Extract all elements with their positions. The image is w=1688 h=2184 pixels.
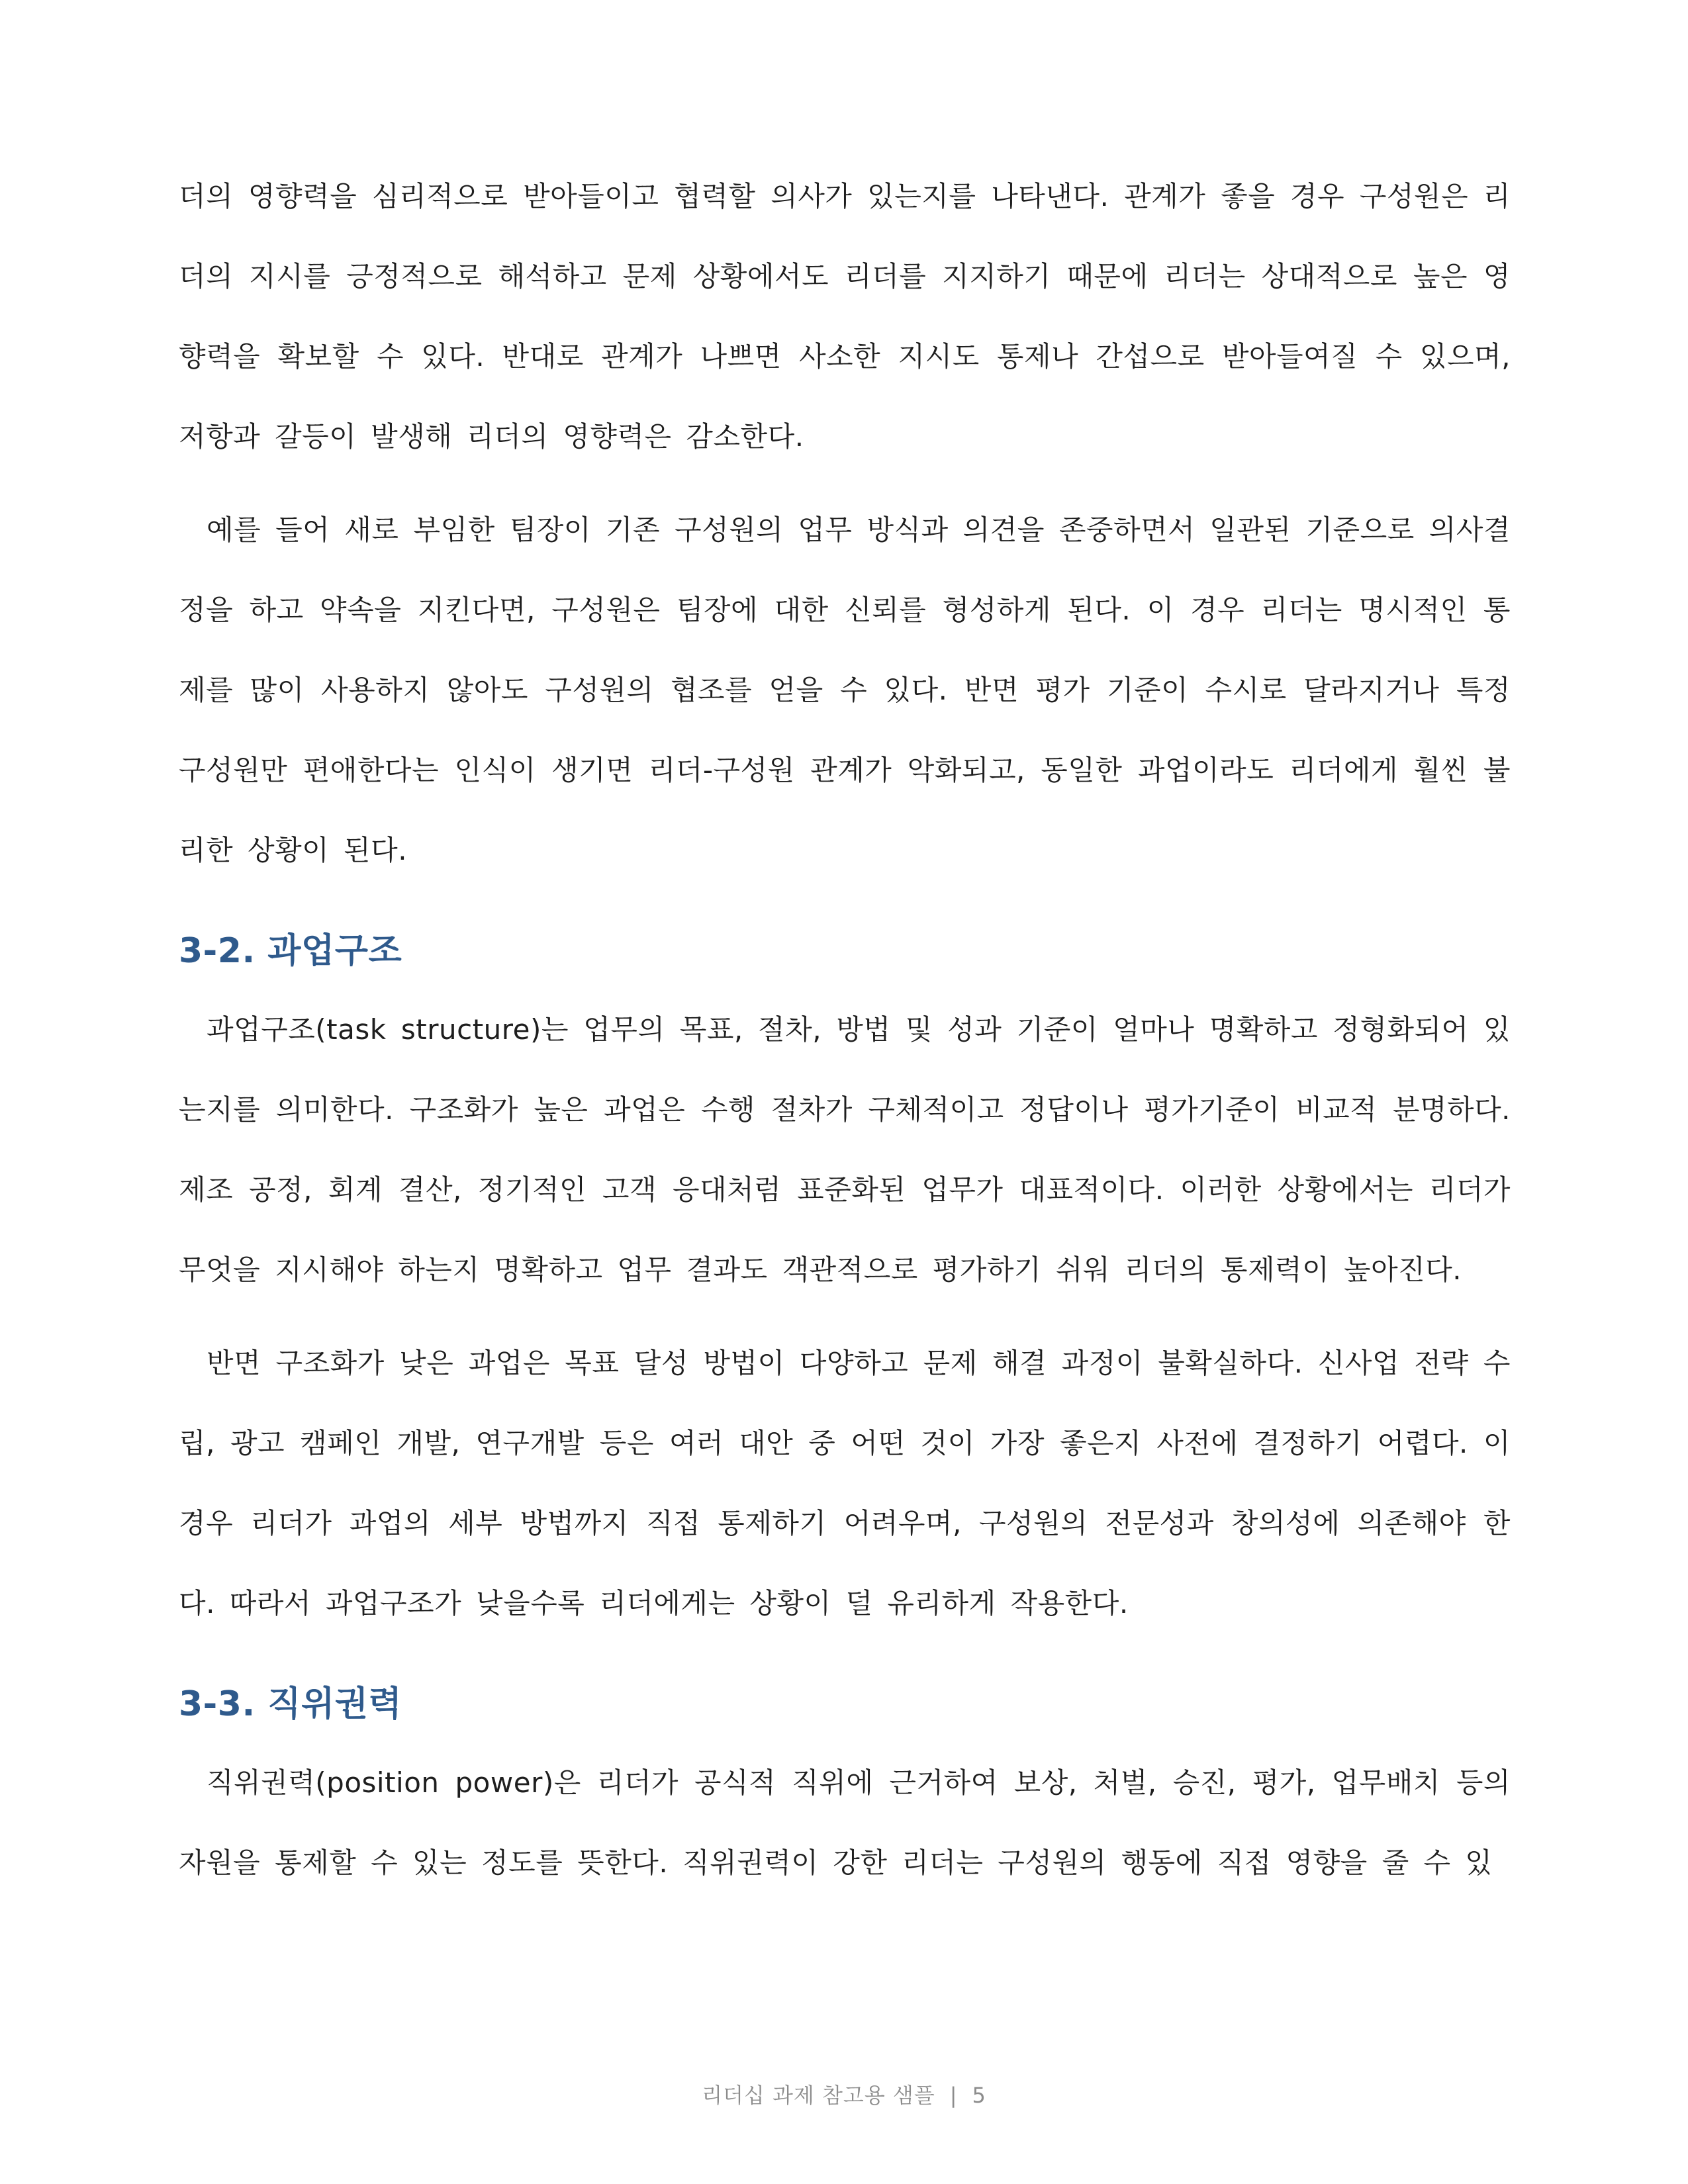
- footer-title: 리더십 과제 참고용 샘플: [702, 2083, 935, 2108]
- body-paragraph: 예를 들어 새로 부임한 팀장이 기존 구성원의 업무 방식과 의견을 존중하면서 일관된 기준으로 의사결정을 하고 약속을 지킨다면, 구성원은 팀장에 대한 신뢰를 형성하게 된다. 이 경우 리더는 명시적인 통제를 많이 사용하지 않아도 구성원의 협조를 얻을 수 있다. 반면 평가 기준이 수시로 달라지거나 특정 구성원만 편애한다는 인식이 생기면 리더-구성원 관계가 악화되고, 동일한 과업이라도 리더에게 훨씬 불리한 상황이 된다.: [179, 514, 1511, 866]
- section-heading-task-structure: 3-2. 과업구조: [179, 931, 402, 971]
- body-paragraph: 과업구조(task structure)는 업무의 목표, 절차, 방법 및 성과 기준이 얼마나 명확하고 정형화되어 있는지를 의미한다. 구조화가 높은 과업은 수행 절차가 구체적이고 정답이나 평가기준이 비교적 분명하다. 제조 공정, 회계 결산, 정기적인 고객 응대처럼 표준화된 업무가 대표적이다. 이러한 상황에서는 리더가 무엇을 지시해야 하는지 명확하고 업무 결과도 객관적으로 평가하기 쉬워 리더의 통제력이 높아진다.: [179, 1013, 1511, 1286]
- page-footer: [0, 2079, 1688, 2111]
- body-paragraph: 반면 구조화가 낮은 과업은 목표 달성 방법이 다양하고 문제 해결 과정이 불확실하다. 신사업 전략 수립, 광고 캠페인 개발, 연구개발 등은 여러 대안 중 어떤 것이 가장 좋은지 사전에 결정하기 어렵다. 이 경우 리더가 과업의 세부 방법까지 직접 통제하기 어려우며, 구성원의 전문성과 창의성에 의존해야 한다. 따라서 과업구조가 낮을수록 리더에게는 상황이 덜 유리하게 작용한다.: [179, 1347, 1511, 1619]
- footer-separator: |: [949, 2083, 958, 2108]
- document-body: [179, 156, 1511, 1903]
- body-paragraph: 더의 영향력을 심리적으로 받아들이고 협력할 의사가 있는지를 나타낸다. 관계가 좋을 경우 구성원은 리더의 지시를 긍정적으로 해석하고 문제 상황에서도 리더를 지지하기 때문에 리더는 상대적으로 높은 영향력을 확보할 수 있다. 반대로 관계가 나쁘면 사소한 지시도 통제나 간섭으로 받아들여질 수 있으며, 저항과 갈등이 발생해 리더의 영향력은 감소한다.: [179, 180, 1511, 453]
- body-paragraph: 직위권력(position power)은 리더가 공식적 직위에 근거하여 보상, 처벌, 승진, 평가, 업무배치 등의 자원을 통제할 수 있는 정도를 뜻한다. 직위권력이 강한 리더는 구성원의 행동에 직접 영향을 줄 수 있: [179, 1766, 1511, 1879]
- page-number: 5: [972, 2083, 986, 2108]
- section-heading-position-power: 3-3. 직위권력: [179, 1684, 402, 1724]
